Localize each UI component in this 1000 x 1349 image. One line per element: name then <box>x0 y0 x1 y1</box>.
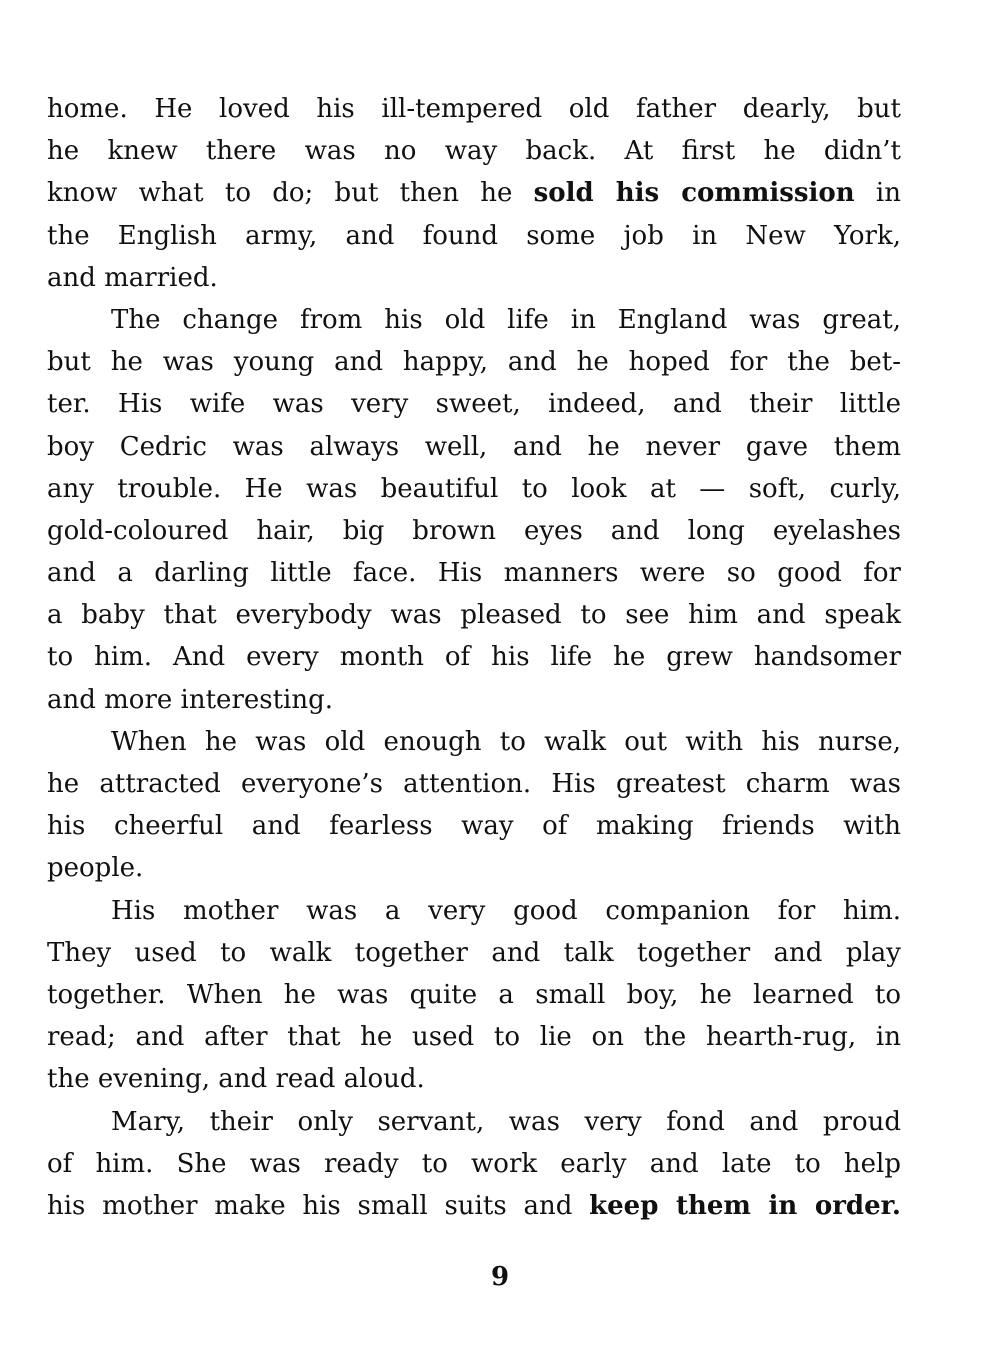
text-line <box>47 763 901 805</box>
text-line <box>47 341 901 383</box>
text-run: home. He loved his ill-tempered old father dearly, but <box>47 94 901 124</box>
text-line <box>47 847 901 889</box>
text-run: Mary, their only servant, was very fond and proud <box>111 1106 901 1137</box>
text-run: and more interesting. <box>47 684 334 715</box>
page-body <box>47 88 901 1227</box>
text-run: ter. His wife was very sweet, indeed, and their little <box>47 389 901 420</box>
bold-phrase: keep them in order. <box>589 1190 901 1221</box>
text-run: his mother make his small suits and <box>47 1190 590 1221</box>
text-run: His mother was a very good companion for him. <box>111 895 901 926</box>
text-line <box>47 679 901 721</box>
text-run: a baby that everybody was pleased to see him and speak <box>47 600 901 631</box>
text-line <box>47 130 901 172</box>
text-line <box>47 552 901 594</box>
text-run: of him. She was ready to work early and late to help <box>47 1148 901 1179</box>
text-run: any trouble. He was beautiful to look at — soft, curly, <box>47 473 901 504</box>
text-line <box>47 974 901 1016</box>
text-line <box>47 215 901 257</box>
text-run: the evening, and read aloud. <box>47 1064 425 1095</box>
text-run: They used to walk together and talk together and play <box>47 937 901 968</box>
paragraph <box>47 299 901 721</box>
text-line <box>47 299 901 341</box>
text-line <box>47 257 901 299</box>
text-run: When he was old enough to walk out with his nurse, <box>111 726 901 757</box>
text-line <box>47 1101 901 1143</box>
text-run: in <box>854 178 901 209</box>
text-run: people. <box>47 853 144 884</box>
text-run: the English army, and found some job in New York, <box>47 220 901 251</box>
text-line <box>47 510 901 552</box>
text-line <box>47 805 901 847</box>
text-run: his cheerful and fearless way of making friends with <box>47 811 901 842</box>
text-line <box>47 721 901 763</box>
text-run: and married. <box>47 262 218 293</box>
page-number: 9 <box>490 1262 510 1292</box>
paragraph <box>47 721 901 890</box>
text-line <box>47 1058 901 1100</box>
text-run: boy Cedric was always well, and he never gave them <box>47 431 901 462</box>
text-run: gold-coloured hair, big brown eyes and long eyelashes <box>47 515 901 546</box>
text-line <box>47 1185 901 1227</box>
text-line <box>47 1143 901 1185</box>
text-line <box>47 932 901 974</box>
text-run: but he was young and happy, and he hoped for the bet- <box>47 347 901 378</box>
text-run: he knew there was no way back. At first he didn’t <box>47 136 901 167</box>
text-run: read; and after that he used to lie on the hearth-rug, in <box>47 1022 901 1053</box>
text-line <box>47 426 901 468</box>
paragraph <box>47 88 901 299</box>
text-line <box>47 383 901 425</box>
text-line <box>47 468 901 510</box>
text-line <box>47 636 901 678</box>
paragraph <box>47 1101 901 1228</box>
paragraph <box>47 890 901 1101</box>
text-line <box>47 1016 901 1058</box>
text-line <box>47 594 901 636</box>
text-line <box>47 172 901 214</box>
text-run: together. When he was quite a small boy, he learned to <box>47 979 901 1010</box>
text-line <box>47 88 901 130</box>
text-run: know what to do; but then he <box>47 178 534 209</box>
text-run: and a darling little face. His manners were so good for <box>47 558 901 589</box>
text-run: The change from his old life in England was great, <box>111 304 901 335</box>
bold-phrase: sold his commission <box>533 178 855 209</box>
text-run: he attracted everyone’s attention. His greatest charm was <box>47 769 901 799</box>
text-line <box>47 890 901 932</box>
text-run: to him. And every month of his life he grew handsomer <box>47 642 901 673</box>
